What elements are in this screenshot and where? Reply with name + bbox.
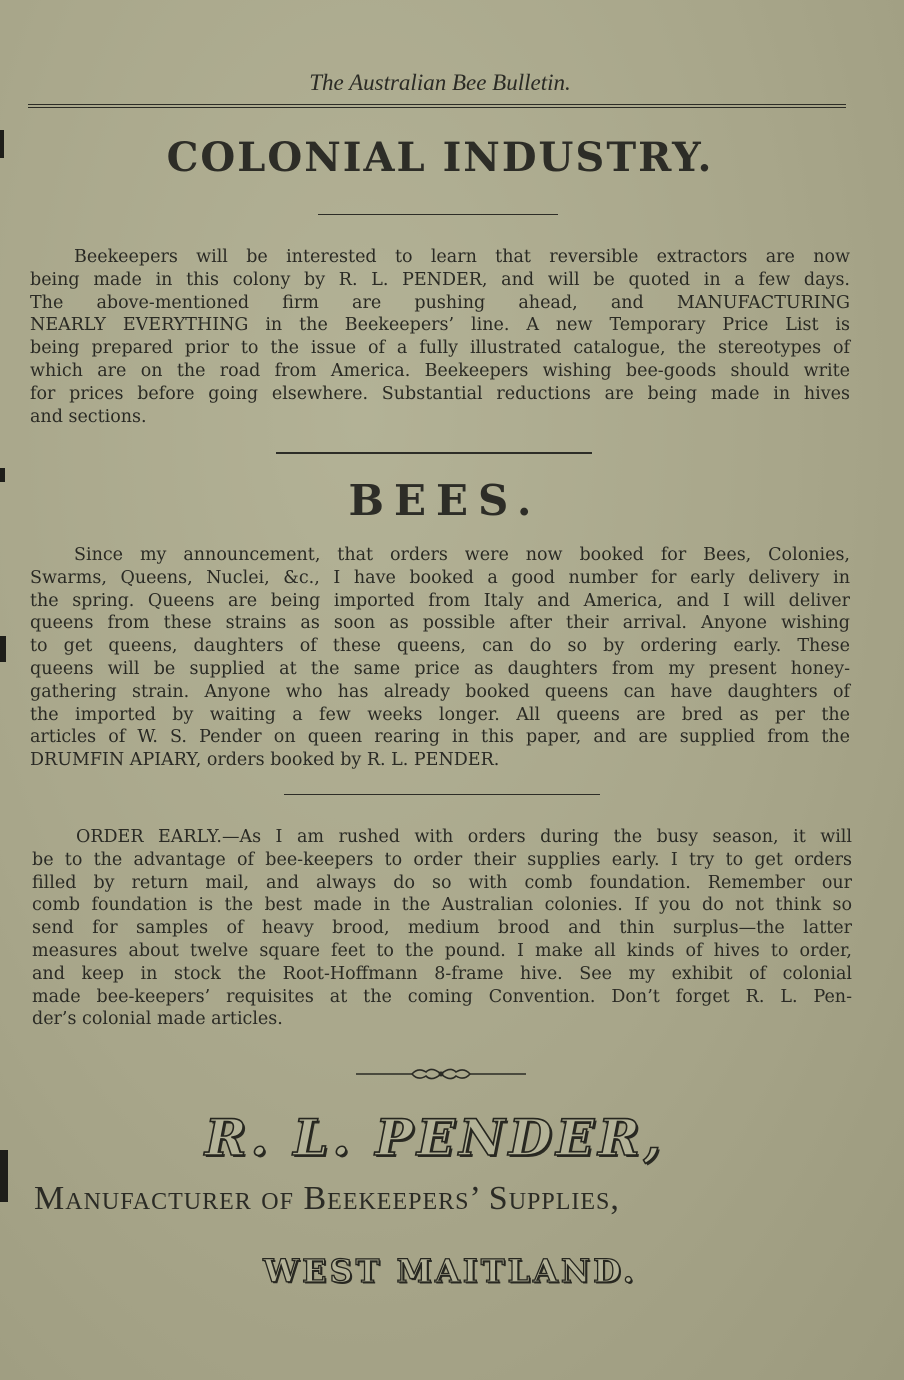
text-line: and keep in stock the Root-Hoffmann 8-frame hive. See my exhibit of colonial xyxy=(32,963,852,984)
text-line: measures about twelve square feet to the pound. I make all kinds of hives to order, xyxy=(32,940,852,961)
text-line: comb foundation is the best made in the Australian colonies. If you do not think so xyxy=(32,895,852,916)
text-line: Since my announcement, that orders were now booked for Bees, Colonies, xyxy=(74,545,850,565)
text-line: the spring. Queens are being imported from Italy and America, and I will deliver xyxy=(30,590,850,611)
text-line: articles of W. S. Pender on queen rearing in this paper, and are supplied from the xyxy=(30,727,850,748)
advertiser-town: WEST MAITLAND. xyxy=(263,1252,637,1290)
ornament-divider-icon xyxy=(356,1064,526,1084)
running-head: The Australian Bee Bulletin. xyxy=(309,70,571,95)
text-line: der’s colonial made articles. xyxy=(32,1009,283,1030)
colonial-industry-paragraph xyxy=(30,246,850,428)
text-line: to get queens, daughters of these queens, can do so by ordering early. These xyxy=(30,636,850,657)
text-line: made bee-keepers’ requisites at the coming Convention. Don’t forget R. L. Pen- xyxy=(32,986,852,1007)
bees-paragraph xyxy=(30,544,850,772)
text-line: filled by return mail, and always do so with comb foundation. Remember our xyxy=(32,872,852,893)
section-rule xyxy=(276,452,592,454)
text-line: being prepared prior to the issue of a fully illustrated catalogue, the stereotypes of xyxy=(30,338,850,359)
advertiser-trade: Manufacturer of Beekeepers’ Supplies, xyxy=(34,1180,620,1217)
text-line: for prices before going elsewhere. Substantial reductions are being made in hives xyxy=(30,383,850,404)
header-rule xyxy=(28,104,846,108)
section-rule xyxy=(318,214,558,215)
text-line: which are on the road from America. Beekeepers wishing bee-goods should write xyxy=(30,360,850,381)
text-line: and sections. xyxy=(30,406,147,427)
text-line: the imported by waiting a few weeks longer. All queens are bred as per the xyxy=(30,704,850,725)
text-line: NEARLY EVERYTHING in the Beekeepers’ line. A new Temporary Price List is xyxy=(30,315,850,336)
text-line: queens will be supplied at the same price as daughters from my present honey- xyxy=(30,658,850,679)
binding-mark xyxy=(0,1150,8,1202)
text-line: The above-mentioned firm are pushing ahead, and MANUFACTURING xyxy=(30,292,850,313)
order-early-paragraph xyxy=(32,826,852,1031)
colonial-industry-heading: COLONIAL INDUSTRY. xyxy=(166,134,714,181)
text-line: Beekeepers will be interested to learn that reversible extractors are now xyxy=(74,247,850,267)
bees-heading: BEES. xyxy=(348,476,542,525)
binding-mark xyxy=(0,636,6,662)
text-line: being made in this colony by R. L. PENDER, and will be quoted in a few days. xyxy=(30,269,850,290)
binding-mark xyxy=(0,130,4,158)
text-line: be to the advantage of bee-keepers to order their supplies early. I try to get orders xyxy=(32,849,852,870)
binding-mark xyxy=(0,468,5,482)
section-rule xyxy=(284,794,600,795)
text-line: send for samples of heavy brood, medium brood and thin surplus—the latter xyxy=(32,918,852,939)
text-line: queens from these strains as soon as possible after their arrival. Anyone wishing xyxy=(30,613,850,634)
text-line: Swarms, Queens, Nuclei, &c., I have booked a good number for early delivery in xyxy=(30,567,850,588)
text-line: ORDER EARLY.—As I am rushed with orders during the busy season, it will xyxy=(76,827,852,847)
text-line: gathering strain. Anyone who has already booked queens can have daughters of xyxy=(30,681,850,702)
text-line: DRUMFIN APIARY, orders booked by R. L. PENDER. xyxy=(30,750,500,771)
advertiser-name: R. L. PENDER, xyxy=(204,1108,666,1167)
